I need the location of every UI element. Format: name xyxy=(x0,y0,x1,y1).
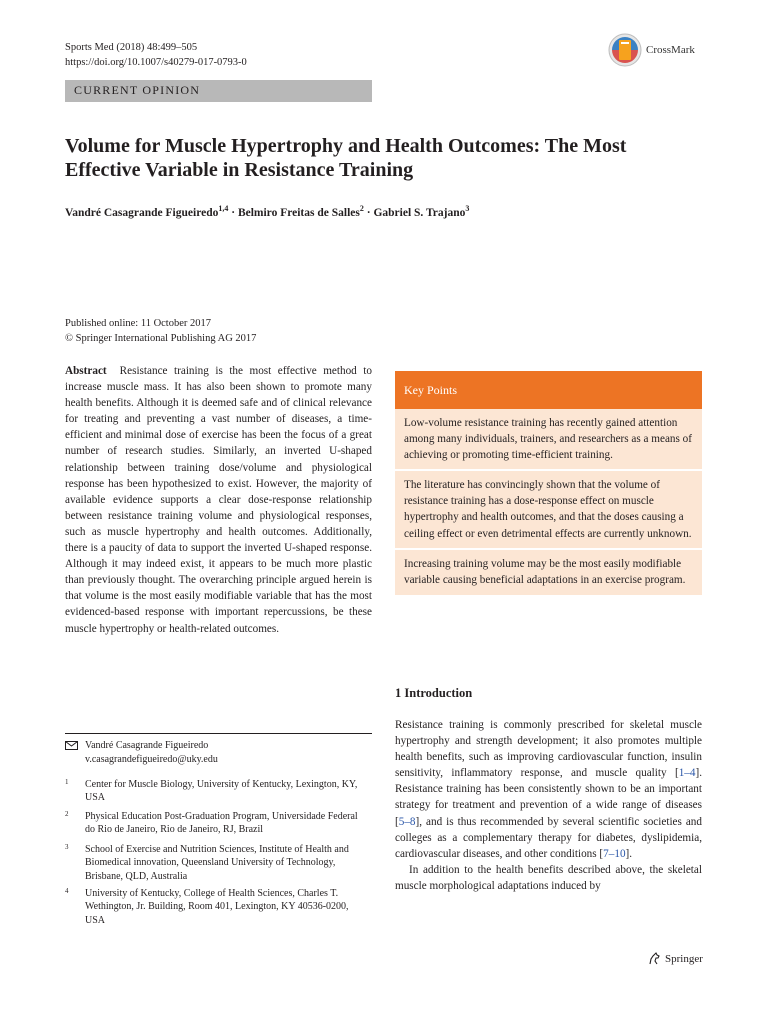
affiliation-text: Physical Education Post-Graduation Program, Universidade Federal do Rio de Janeiro, Rio de Janeiro, RJ, Brazil xyxy=(85,811,358,836)
published-date: Published online: 11 October 2017 xyxy=(65,318,212,329)
citation-link[interactable]: 5–8 xyxy=(398,815,416,828)
key-points-heading: Key Points xyxy=(395,371,702,409)
abstract-label: Abstract xyxy=(65,365,107,377)
springer-horse-icon xyxy=(648,952,661,965)
section-banner-label: CURRENT OPINION xyxy=(74,83,201,97)
author-affiliation-ref: 3 xyxy=(465,204,470,213)
footnote-divider xyxy=(65,733,372,734)
section-heading-introduction: 1 Introduction xyxy=(395,686,473,700)
affiliation-number: 1 xyxy=(65,778,69,786)
journal-header xyxy=(65,40,247,70)
correspondence-name: Vandré Casagrande Figueiredo xyxy=(85,740,209,751)
author-separator: · xyxy=(363,206,374,219)
affiliation-item xyxy=(65,810,365,837)
publisher-name: Springer xyxy=(665,952,703,965)
affiliation-number: 3 xyxy=(65,843,69,851)
introduction-paragraph: In addition to the health benefits described above, the skeletal muscle morphological adaptations induced by xyxy=(395,863,702,892)
author-name[interactable]: Belmiro Freitas de Salles xyxy=(237,206,360,219)
key-point-item: The literature has convincingly shown that the volume of resistance training has a dose-response effect on muscle hypertrophy and health outcomes, and that the doses causing a ceiling effect or even detrimental effects are currently unknown. xyxy=(395,471,702,549)
affiliation-text: University of Kentucky, College of Health Sciences, Charles T. Wethington, Jr. Building, Room 401, Lexington, KY 40536-0200, USA xyxy=(85,888,349,926)
affiliation-text: School of Exercise and Nutrition Sciences, Institute of Health and Biomedical innovation, Queensland University of Technology, Brisbane, QLD, Australia xyxy=(85,844,349,882)
affiliation-text: Center for Muscle Biology, University of Kentucky, Lexington, KY, USA xyxy=(85,779,358,804)
author-name[interactable]: Vandré Casagrande Figueiredo xyxy=(65,206,219,219)
article-title: Volume for Muscle Hypertrophy and Health Outcomes: The Most Effective Variable in Resistance Training xyxy=(65,135,627,181)
abstract-text: Resistance training is the most effective method to increase muscle mass. It has also been shown to promote many health benefits. Although it is deemed safe and of clinical relevance for treating and preventing a vast number of diseases, a time-efficient and minimal dose of exercise has been the focus of a great number of research studies. Similarly, an inverted U-shaped relationship between training dose/volume and physiological response has been hypothesized to exist. However, the majority of available evidence supports a clear dose-response relationship between resistance training volume and physiological responses, such as muscle hypertrophy and health outcomes. Additionally, there is a paucity of data to support the inverted U-shaped response. Although it may indeed exist, it appears to be much more plastic than previously thought. The overarching principle argued herein is that volume is the most easily modifiable variable that has the most evidenced-based response with important repercussions, be these muscle hypertrophy or health-related outcomes. xyxy=(65,365,372,635)
key-points-box xyxy=(395,371,702,595)
correspondence-email[interactable]: v.casagrandefigueiredo@uky.edu xyxy=(85,754,218,765)
author-list xyxy=(65,204,469,219)
intro-text-segment: ]. xyxy=(625,847,633,860)
abstract xyxy=(65,363,372,637)
crossmark-label: CrossMark xyxy=(646,44,695,56)
citation-link[interactable]: 1–4 xyxy=(678,767,696,780)
citation-link[interactable]: 7–10 xyxy=(603,847,626,860)
intro-text-segment: Resistance training is commonly prescribed for skeletal muscle hypertrophy and strength development; it also promotes multiple health benefits, such as improving cardiovascular function, insulin sensitivity, inflammatory response, and muscle quality [ xyxy=(395,719,702,780)
intro-text-segment: ]. Resistance training has been consistently shown to be an important strategy for treatment and prevention of a wide range of diseases [ xyxy=(395,767,702,828)
author-affiliation-ref: 2 xyxy=(359,204,364,213)
publisher-footer xyxy=(648,952,703,965)
key-point-item: Increasing training volume may be the most easily modifiable variable causing beneficial adaptations in an exercise program. xyxy=(404,557,686,586)
affiliation-item xyxy=(65,887,365,927)
introduction-body xyxy=(395,717,702,894)
journal-doi[interactable]: https://doi.org/10.1007/s40279-017-0793-0 xyxy=(65,57,247,68)
affiliation-number: 4 xyxy=(65,887,69,895)
journal-citation: Sports Med (2018) 48:499–505 xyxy=(65,42,198,53)
copyright-notice: © Springer International Publishing AG 2017 xyxy=(65,333,257,344)
affiliation-number: 2 xyxy=(65,810,69,818)
key-point-item: Low-volume resistance training has recently gained attention among many individuals, trainers, and researchers as a means of achieving or promoting time-efficient training. xyxy=(395,409,702,471)
introduction-paragraph xyxy=(395,717,702,862)
author-name[interactable]: Gabriel S. Trajano xyxy=(373,206,466,219)
section-banner xyxy=(65,80,372,102)
author-affiliation-ref: 1,4 xyxy=(218,204,229,213)
intro-text-segment: ], and is thus recommended by several scientific societies and colleges as a complementary therapy for diabetes, dyslipidemia, cardiovascular diseases, and other conditions [ xyxy=(395,815,702,860)
crossmark-badge[interactable] xyxy=(608,33,703,67)
crossmark-icon xyxy=(608,33,642,67)
affiliation-item xyxy=(65,843,365,883)
affiliation-item xyxy=(65,778,365,805)
envelope-icon xyxy=(65,741,78,750)
author-separator: · xyxy=(228,206,238,219)
publication-info xyxy=(65,316,256,346)
correspondence xyxy=(65,739,218,767)
